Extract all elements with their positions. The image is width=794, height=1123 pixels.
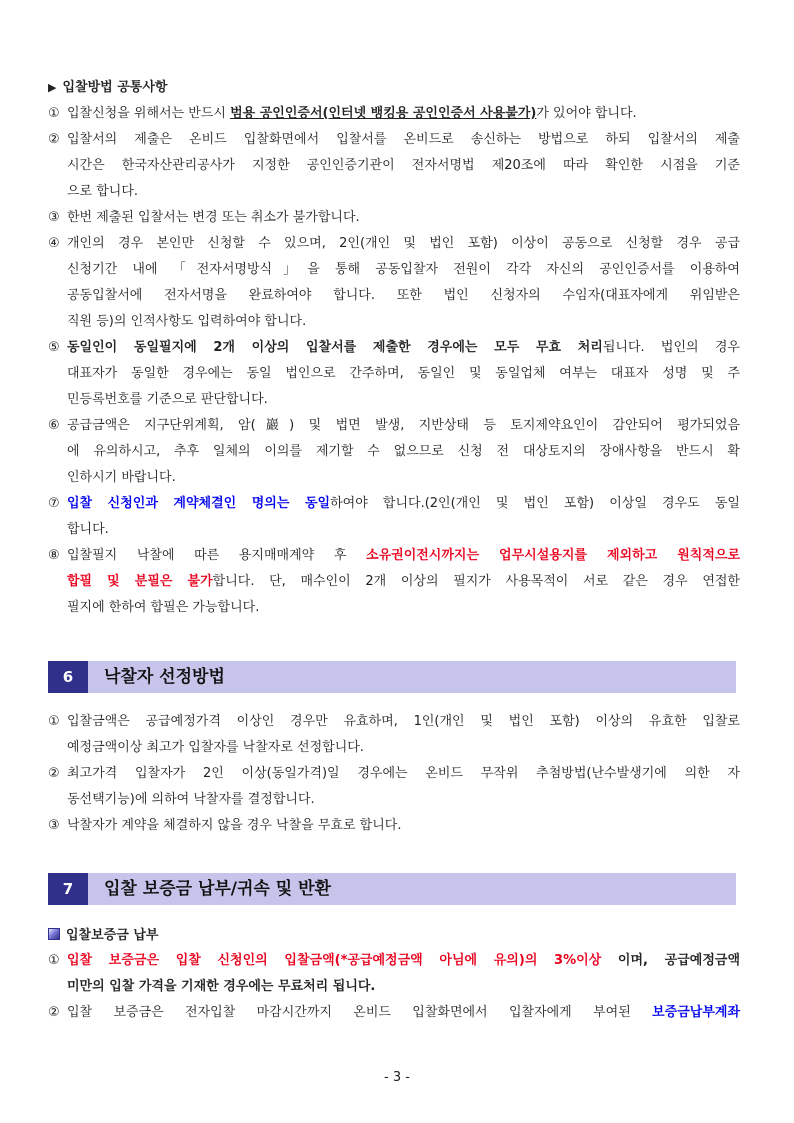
list-item-marker: ⑦ [48, 496, 60, 511]
text-segment: 보증금납부계좌 [652, 1005, 740, 1020]
text-segment: 입찰 신청인과 계약체결인 명의는 동일 [67, 496, 331, 511]
list-item-line [67, 792, 315, 808]
text-segment: 됩니다. 법인의 경우 [602, 340, 740, 355]
list-item-marker: ③ [48, 818, 60, 833]
list-item-line [67, 766, 740, 782]
text-segment: 합니다. 단, 매수인이 2개 이상의 필지가 사용목적이 서로 같은 경우 연접한 [212, 574, 740, 589]
list-item-line [67, 236, 740, 252]
text-segment: )의 3%이상 [518, 953, 602, 968]
text-segment: 동일인이 동일필지에 2개 이상의 입찰서를 제출한 경우에는 모두 무효 처리 [67, 340, 603, 355]
text-segment: 이며, 공급예정금액 [601, 953, 740, 968]
list-item-line [67, 340, 740, 356]
text-segment: 범용 공인인증서(인터넷 뱅킹용 공인인증서 사용불가) [230, 106, 537, 121]
list-item-marker: ④ [48, 236, 60, 251]
list-item-line [67, 158, 740, 174]
list-item-line [67, 953, 740, 969]
list-item-marker: ① [48, 953, 60, 968]
text-segment: 신청기간 내에 「전자서명방식」을 통해 공동입찰자 전원이 각각 자신의 공인인증서를 이용하여 [67, 262, 740, 277]
list-item-line [67, 740, 364, 756]
list-item-line [67, 522, 109, 538]
list-item-line [67, 262, 740, 278]
text-segment: 입찰필지 낙찰에 따른 용지매매계약 후 [67, 548, 367, 563]
list-item-line [67, 184, 138, 200]
list-item-marker: ② [48, 132, 60, 147]
text-segment: 미만의 입찰 가격을 기재한 경우에는 무료처리 됩니다. [67, 979, 376, 994]
list-item-line [67, 288, 740, 304]
text-segment: 공급금액은 지구단위계획, 암(巖) 및 법면 발생, 지반상태 등 토지제약요인이 감안되어 평가되었음 [67, 418, 740, 433]
text-segment: 필지에 한하여 합필은 가능합니다. [67, 600, 260, 615]
list-item-marker: ① [48, 106, 60, 121]
text-segment: 입찰 보증금은 입찰 신청인의 입찰금액( [67, 953, 341, 968]
text-segment: 직원 등)의 인적사항도 입력하여야 합니다. [67, 314, 307, 329]
section-7-title: 입찰 보증금 납부/귀속 및 반환 [104, 879, 331, 899]
page-number: - 3 - [384, 1070, 410, 1085]
list-item-line [67, 106, 637, 122]
text-segment: 합필 및 분필은 불가 [67, 574, 213, 589]
list-item-line [67, 1005, 740, 1021]
list-item-line [67, 600, 259, 616]
list-item-line [67, 979, 375, 995]
text-segment: 합니다. [67, 522, 109, 537]
text-segment: 입찰신청을 위해서는 반드시 [67, 106, 231, 121]
list-item-line [67, 418, 740, 434]
text-segment: 최고가격 입찰자가 2인 이상(동일가격)일 경우에는 온비드 무작위 추첨방법(난수발생기에 의한 자 [67, 766, 740, 781]
text-segment: 공동입찰서에 전자서명을 완료하여야 합니다. 또한 법인 신청자의 수임자(대표자에게 위임받은 [67, 288, 740, 303]
list-item-marker: ① [48, 714, 60, 729]
text-segment: *공급예정금액 아님에 유의 [340, 953, 519, 968]
list-item-line [67, 444, 740, 460]
text-segment: 에 유의하시고, 추후 일체의 이의를 제기할 수 없으므로 신청 전 대상토지의 장애사항을 반드시 확 [67, 444, 740, 459]
list-item-line [67, 496, 740, 512]
common-heading: ▶ 입찰방법 공통사항 [48, 80, 168, 95]
text-segment: 하여야 합니다.(2인(개인 및 법인 포함) 이상일 경우도 동일 [330, 496, 740, 511]
list-item-line [67, 818, 401, 834]
triangle-bullet-icon: ▶ [48, 81, 57, 94]
text-segment: 동선택기능)에 의하여 낙찰자를 결정합니다. [67, 792, 315, 807]
text-segment: 입찰서의 제출은 온비드 입찰화면에서 입찰서를 온비드로 송신하는 방법으로 하되 입찰서의 제출 [67, 132, 740, 147]
list-item-marker: ⑧ [48, 548, 60, 563]
list-item-line [67, 548, 740, 564]
section-6-number: 6 [48, 661, 88, 693]
list-item-marker: ③ [48, 210, 60, 225]
text-segment: 으로 합니다. [67, 184, 139, 199]
text-segment: 입찰금액은 공급예정가격 이상인 경우만 유효하며, 1인(개인 및 법인 포함) 이상의 유효한 입찰로 [67, 714, 740, 729]
text-segment: 입찰 보증금은 전자입찰 마감시간까지 온비드 입찰화면에서 입찰자에게 부여된 [67, 1005, 653, 1020]
list-item-marker: ② [48, 1005, 60, 1020]
text-segment: 시간은 한국자산관리공사가 지정한 공인인증기관이 전자서명법 제20조에 따라 확인한 시점을 기준 [67, 158, 740, 173]
square-bullet-icon [48, 928, 60, 940]
list-item-line [67, 714, 740, 730]
text-segment: 소유권이전시까지는 업무시설용지를 제외하고 원칙적으로 [366, 548, 740, 563]
text-segment: 대표자가 동일한 경우에는 동일 법인으로 간주하며, 동일인 및 동일업체 여부는 대표자 성명 및 주 [67, 366, 740, 381]
text-segment: 민등록번호를 기준으로 판단합니다. [67, 392, 268, 407]
text-segment: 가 있어야 합니다. [536, 106, 637, 121]
list-item-line [67, 392, 268, 408]
section-7-subheading: 입찰보증금 납부 [48, 928, 158, 944]
section-7-number: 7 [48, 873, 88, 905]
list-item-marker: ⑥ [48, 418, 60, 433]
section-6-title: 낙찰자 선정방법 [104, 667, 225, 687]
list-item-line [67, 366, 740, 382]
text-segment: 인하시기 바랍니다. [67, 470, 176, 485]
text-segment: 낙찰자가 계약을 체결하지 않을 경우 낙찰을 무효로 합니다. [67, 818, 402, 833]
list-item-line [67, 574, 740, 590]
text-segment: 예정금액이상 최고가 입찰자를 낙찰자로 선정합니다. [67, 740, 364, 755]
list-item-marker: ⑤ [48, 340, 60, 355]
list-item-line [67, 470, 176, 486]
list-item-line [67, 210, 360, 226]
list-item-marker: ② [48, 766, 60, 781]
text-segment: 한번 제출된 입찰서는 변경 또는 취소가 불가합니다. [67, 210, 360, 225]
list-item-line [67, 314, 306, 330]
list-item-line [67, 132, 740, 148]
text-segment: 개인의 경우 본인만 신청할 수 있으며, 2인(개인 및 법인 포함) 이상이 공동으로 신청할 경우 공급 [67, 236, 740, 251]
